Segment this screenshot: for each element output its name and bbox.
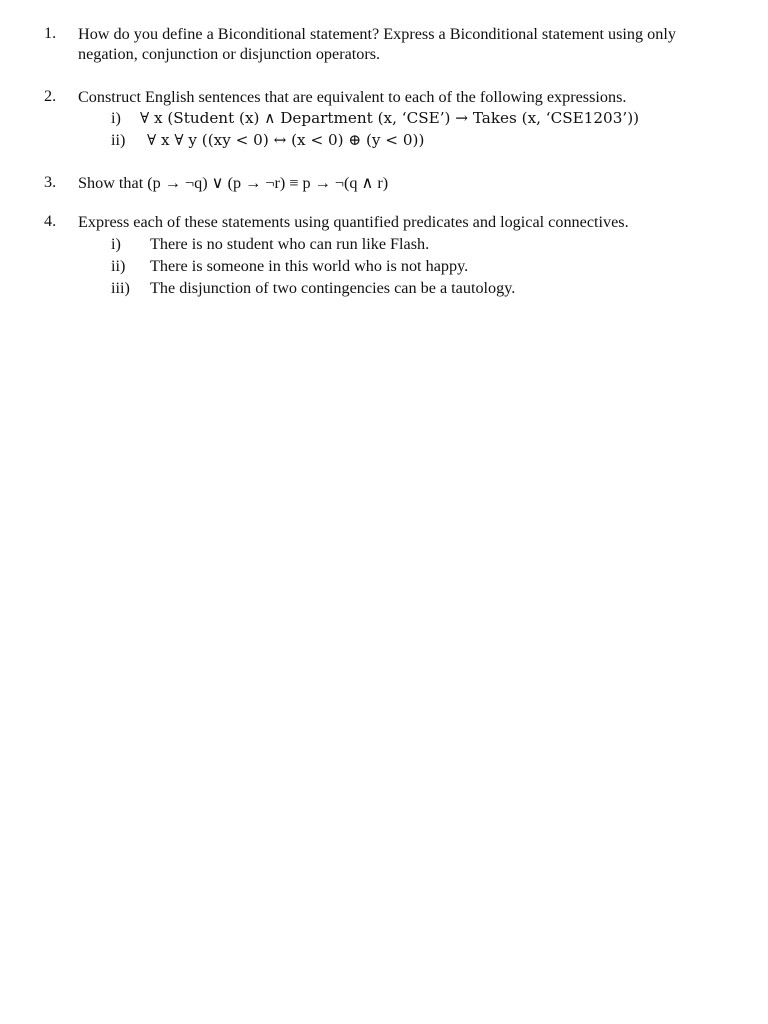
- item-text: The disjunction of two contingencies can be a tautology.: [150, 279, 516, 297]
- question-text: Show that (p → ¬q) ∨ (p → ¬r) ≡ p → ¬(q ∧ r): [78, 174, 389, 192]
- item-label: ii): [111, 257, 126, 275]
- question-number: 3.: [44, 173, 57, 191]
- item-text: There is no student who can run like Flash.: [150, 235, 430, 253]
- question-number: 4.: [44, 212, 57, 230]
- item-expression: ∀ x ∀ y ((xy < 0) ↔ (x < 0) ⊕ (y < 0)): [147, 131, 425, 149]
- item-label: i): [111, 109, 121, 127]
- item-label: ii): [111, 131, 126, 149]
- question-text: Express each of these statements using quantified predicates and logical connectives.: [78, 213, 629, 231]
- question-number: 2.: [44, 87, 57, 105]
- item-label: iii): [111, 279, 130, 297]
- question-number: 1.: [44, 24, 57, 42]
- question-text: Construct English sentences that are equivalent to each of the following expressions.: [78, 88, 627, 106]
- item-label: i): [111, 235, 121, 253]
- item-text: There is someone in this world who is not happy.: [150, 257, 469, 275]
- item-expression: ∀ x (Student (x) ∧ Department (x, ‘CSE’) → Takes (x, ‘CSE1203’)): [140, 109, 640, 127]
- question-text: How do you define a Biconditional statement? Express a Biconditional statement using only negation, conjunction or disjunction operators.: [78, 25, 676, 63]
